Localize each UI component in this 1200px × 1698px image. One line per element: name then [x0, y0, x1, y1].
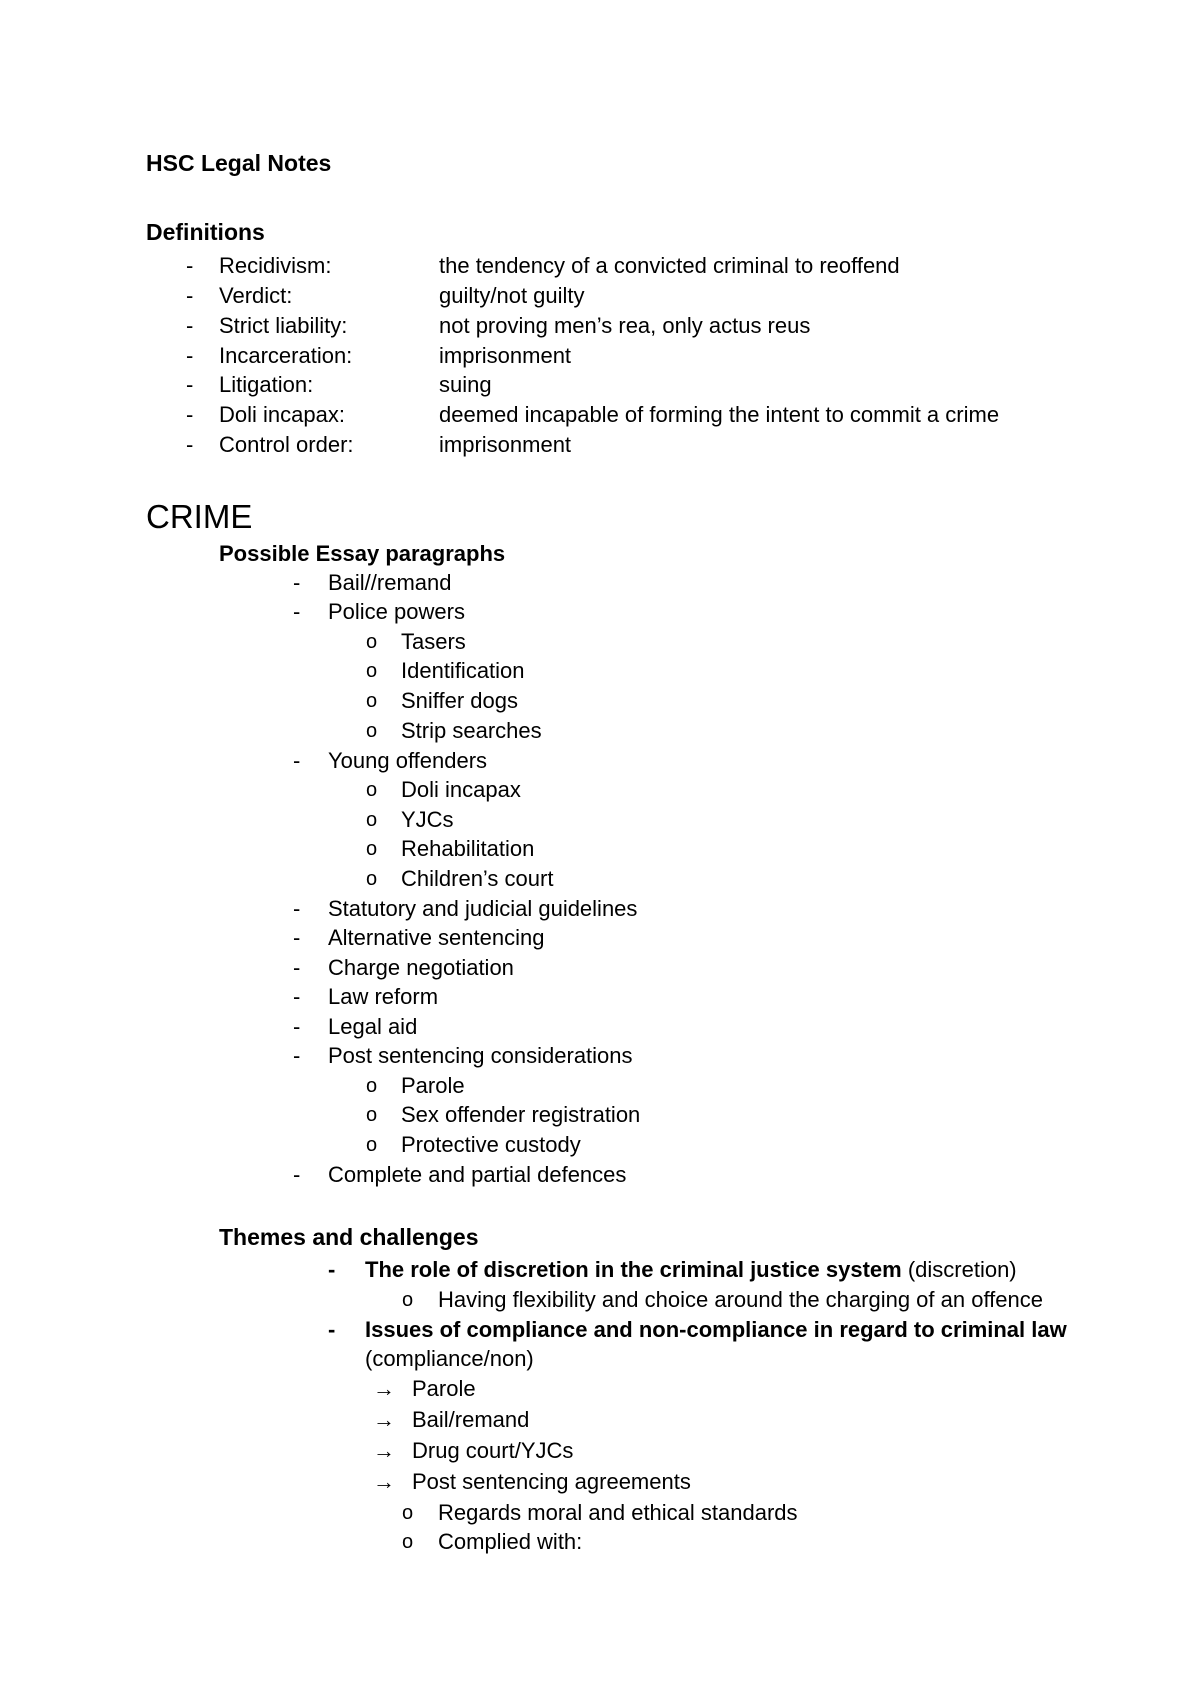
themes-heading: Themes and challenges [219, 1224, 479, 1250]
definition-term: Incarceration: [219, 343, 353, 368]
circle-bullet: o [402, 1289, 414, 1311]
dash-bullet: - [186, 372, 194, 397]
definition-text: deemed incapable of forming the intent to commit a crime [439, 402, 1000, 427]
list-item-text: Charge negotiation [328, 955, 514, 980]
arrow-item-text: Bail/remand [412, 1407, 530, 1432]
theme-text [365, 1259, 1017, 1281]
list-item-text: Statutory and judicial guidelines [328, 896, 638, 921]
circle-bullet: o [366, 868, 378, 890]
definition-term: Control order: [219, 432, 354, 457]
dash-bullet: - [328, 1257, 336, 1282]
dash-bullet: - [186, 313, 194, 338]
dash-bullet: - [293, 1043, 301, 1068]
dash-bullet: - [293, 599, 301, 624]
circle-bullet: o [402, 1531, 414, 1553]
theme-tag: (discretion) [907, 1257, 1017, 1282]
circle-bullet: o [366, 838, 378, 860]
right-arrow-icon: → [373, 1438, 395, 1463]
definition-text: the tendency of a convicted criminal to reoffend [439, 253, 900, 278]
dash-bullet: - [293, 984, 301, 1009]
list-item-text: Tasers [401, 629, 466, 654]
definition-term: Litigation: [219, 372, 314, 397]
list-item-text: Strip searches [401, 718, 542, 743]
definition-term: Verdict: [219, 283, 293, 308]
list-item-text: Sex offender registration [401, 1102, 641, 1127]
essay-heading: Possible Essay paragraphs [219, 541, 506, 566]
circle-bullet: o [366, 1134, 378, 1156]
definition-text: imprisonment [439, 343, 572, 368]
arrow-item-text: Drug court/YJCs [412, 1438, 574, 1463]
definition-term: Strict liability: [219, 313, 348, 338]
crime-heading: CRIME [146, 498, 253, 535]
dash-bullet: - [293, 1014, 301, 1039]
circle-bullet: o [366, 720, 378, 742]
arrow-item-text: Parole [412, 1376, 476, 1401]
list-item-text: Protective custody [401, 1132, 581, 1157]
list-item-text: Complete and partial defences [328, 1162, 627, 1187]
right-arrow-icon: → [373, 1407, 395, 1432]
dash-bullet: - [293, 955, 301, 980]
circle-bullet: o [402, 1502, 414, 1524]
theme-subitem-text: Having flexibility and choice around the charging of an offence [438, 1287, 1043, 1312]
definitions-heading: Definitions [146, 219, 265, 245]
circle-bullet: o [366, 1104, 378, 1126]
dash-bullet: - [186, 402, 194, 427]
arrow-item-text: Post sentencing agreements [412, 1469, 691, 1494]
list-item-text: Sniffer dogs [401, 688, 519, 713]
circle-bullet: o [366, 660, 378, 682]
list-item-text: Alternative sentencing [328, 925, 545, 950]
dash-bullet: - [186, 343, 194, 368]
list-item-text: Doli incapax [401, 777, 521, 802]
right-arrow-icon: → [373, 1376, 395, 1401]
definition-text: imprisonment [439, 432, 572, 457]
list-item-text: Identification [401, 658, 525, 683]
dash-bullet: - [293, 896, 301, 921]
doc-title: HSC Legal Notes [146, 150, 332, 176]
dash-bullet: - [186, 253, 194, 278]
list-item-text: Bail//remand [328, 570, 452, 595]
circle-bullet: o [366, 809, 378, 831]
definition-term: Doli incapax: [219, 402, 345, 427]
theme-tag: (compliance/non) [365, 1346, 534, 1371]
list-item-text: Post sentencing considerations [328, 1043, 633, 1068]
list-item-text: YJCs [401, 807, 454, 832]
list-item-text: Young offenders [328, 748, 488, 773]
definition-text: guilty/not guilty [439, 283, 585, 308]
dash-bullet: - [293, 925, 301, 950]
dash-bullet: - [293, 1162, 301, 1187]
list-item-text: Children’s court [401, 866, 554, 891]
theme-title: The role of discretion in the criminal justice system [365, 1257, 902, 1282]
list-item-text: Law reform [328, 984, 439, 1009]
theme-subitem-text: Regards moral and ethical standards [438, 1500, 798, 1525]
list-item-text: Parole [401, 1073, 465, 1098]
theme-title: Issues of compliance and non-compliance in regard to criminal law [365, 1317, 1067, 1342]
definition-term: Recidivism: [219, 253, 332, 278]
circle-bullet: o [366, 631, 378, 653]
list-item-text: Rehabilitation [401, 836, 535, 861]
dash-bullet: - [293, 570, 301, 595]
dash-bullet: - [293, 748, 301, 773]
list-item-text: Legal aid [328, 1014, 418, 1039]
right-arrow-icon: → [373, 1469, 395, 1494]
dash-bullet: - [328, 1317, 336, 1342]
circle-bullet: o [366, 690, 378, 712]
definition-text: not proving men’s rea, only actus reus [439, 313, 811, 338]
dash-bullet: - [186, 283, 194, 308]
list-item-text: Police powers [328, 599, 465, 624]
circle-bullet: o [366, 779, 378, 801]
definition-text: suing [439, 372, 492, 397]
dash-bullet: - [186, 432, 194, 457]
theme-subitem-text: Complied with: [438, 1529, 583, 1554]
circle-bullet: o [366, 1075, 378, 1097]
